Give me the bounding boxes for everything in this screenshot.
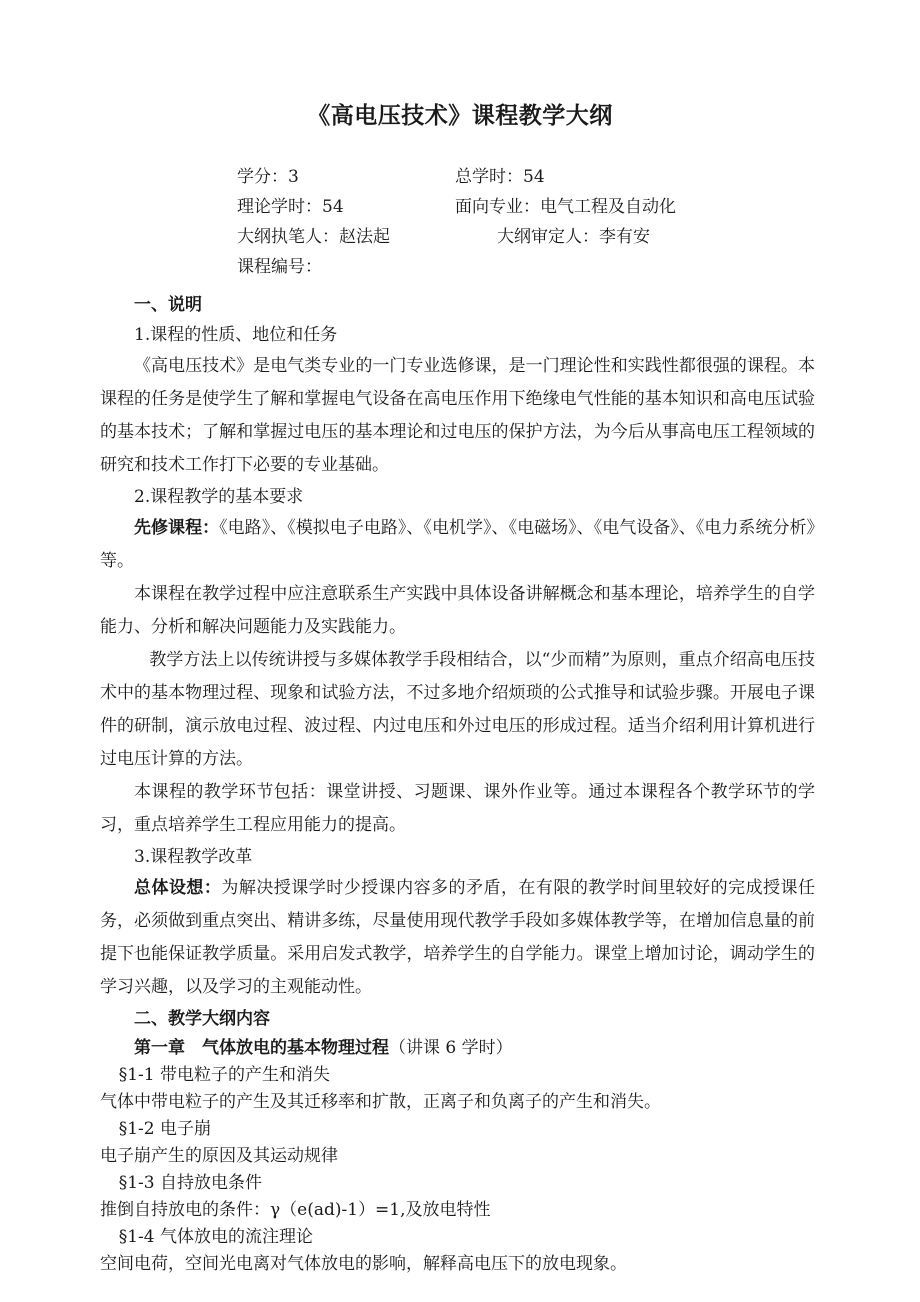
item2-heading: 2.课程教学的基本要求 [134,486,304,507]
meta-row [237,252,920,282]
meta-row [237,162,920,192]
section-description: 空间电荷，空间光电离对气体放电的影响，解释高电压下的放电现象。 [100,1253,627,1274]
section-title: §1-1 带电粒子的产生和消失 [118,1064,330,1085]
meta-author: 大纲执笔人：赵法起 [237,226,390,247]
chapter-hours: （讲课 6 学时） [389,1037,513,1058]
chapter-section [100,1062,815,1116]
page-title: 《高电压技术》课程教学大纲 [307,102,613,129]
course-metadata [0,130,920,282]
meta-reviewer: 大纲审定人：李有安 [497,226,650,247]
meta-course-code: 课程编号： [237,256,322,277]
meta-total-hours: 总学时：54 [455,166,545,187]
chapter-heading [100,1034,815,1062]
section-description: 气体中带电粒子的产生及其迁移率和扩散，正离子和负离子的产生和消失。 [100,1091,661,1112]
prerequisite-paragraph [100,512,815,578]
section-description: 推倒自持放电的条件：γ（e(ad)-1）=1,及放电特性 [100,1199,491,1220]
section-title: §1-2 电子崩 [118,1118,211,1139]
chapter-section [100,1224,815,1278]
prerequisite-courses: 《电路》、《模拟电子电路》、《电机学》、《电磁场》、《电气设备》、《电力系统分析》等。 [100,517,816,571]
item2-paragraph-2: 教学方法上以传统讲授与多媒体教学手段相结合，以“少而精”为原则，重点介绍高电压技术中的基本物理过程、现象和试验方法，不过多地介绍烦琐的公式推导和试验步骤。开展电子课件的研制，演示放电过程、波过程、内过电压和外过电压的形成过程。适当介绍利用计算机进行过电压计算的方法。 [100,649,815,769]
chapter-section [100,1170,815,1224]
meta-target-major: 面向专业：电气工程及自动化 [455,196,676,217]
chapter-title: 第一章 气体放电的基本物理过程 [134,1037,389,1058]
meta-row [237,192,920,222]
overall-plan-text: 为解决授课学时少授课内容多的矛盾，在有限的教学时间里较好的完成授课任务，必须做到重点突出、精讲多练，尽量使用现代教学手段如多媒体教学等，在增加信息量的前提下也能保证教学质量。采用启发式教学，培养学生的自学能力。课堂上增加讨论，调动学生的学习兴趣，以及学习的主观能动性。 [100,877,816,997]
section-title: §1-4 气体放电的流注理论 [118,1226,313,1247]
section-description: 电子崩产生的原因及其运动规律 [100,1145,338,1166]
chapter-section [100,1116,815,1170]
section-one-heading: 一、说明 [134,294,202,315]
section-two-heading: 二、教学大纲内容 [134,1008,270,1029]
item3-paragraph [100,872,815,1004]
overall-plan-label: 总体设想： [134,877,222,898]
item1-heading: 1.课程的性质、地位和任务 [134,324,338,345]
section-one [0,282,920,1004]
meta-row [237,222,920,252]
meta-theory-hours: 理论学时：54 [237,196,344,217]
prerequisite-label: 先修课程： [134,517,220,538]
section-two [0,1004,920,1278]
item3-heading: 3.课程教学改革 [134,846,253,867]
meta-credits: 学分：3 [237,166,299,187]
item2-paragraph-1: 本课程在教学过程中应注意联系生产实践中具体设备讲解概念和基本理论，培养学生的自学能力、分析和解决问题能力及实践能力。 [100,583,815,637]
section-title: §1-3 自持放电条件 [118,1172,262,1193]
item1-paragraph: 《高电压技术》是电气类专业的一门专业选修课，是一门理论性和实践性都很强的课程。本课程的任务是使学生了解和掌握电气设备在高电压作用下绝缘电气性能的基本知识和高电压试验的基本技术；了解和掌握过电压的基本理论和过电压的保护方法，为今后从事高电压工程领域的研究和技术工作打下必要的专业基础。 [100,355,815,475]
item2-paragraph-3: 本课程的教学环节包括：课堂讲授、习题课、课外作业等。通过本课程各个教学环节的学习，重点培养学生工程应用能力的提高。 [100,781,815,835]
